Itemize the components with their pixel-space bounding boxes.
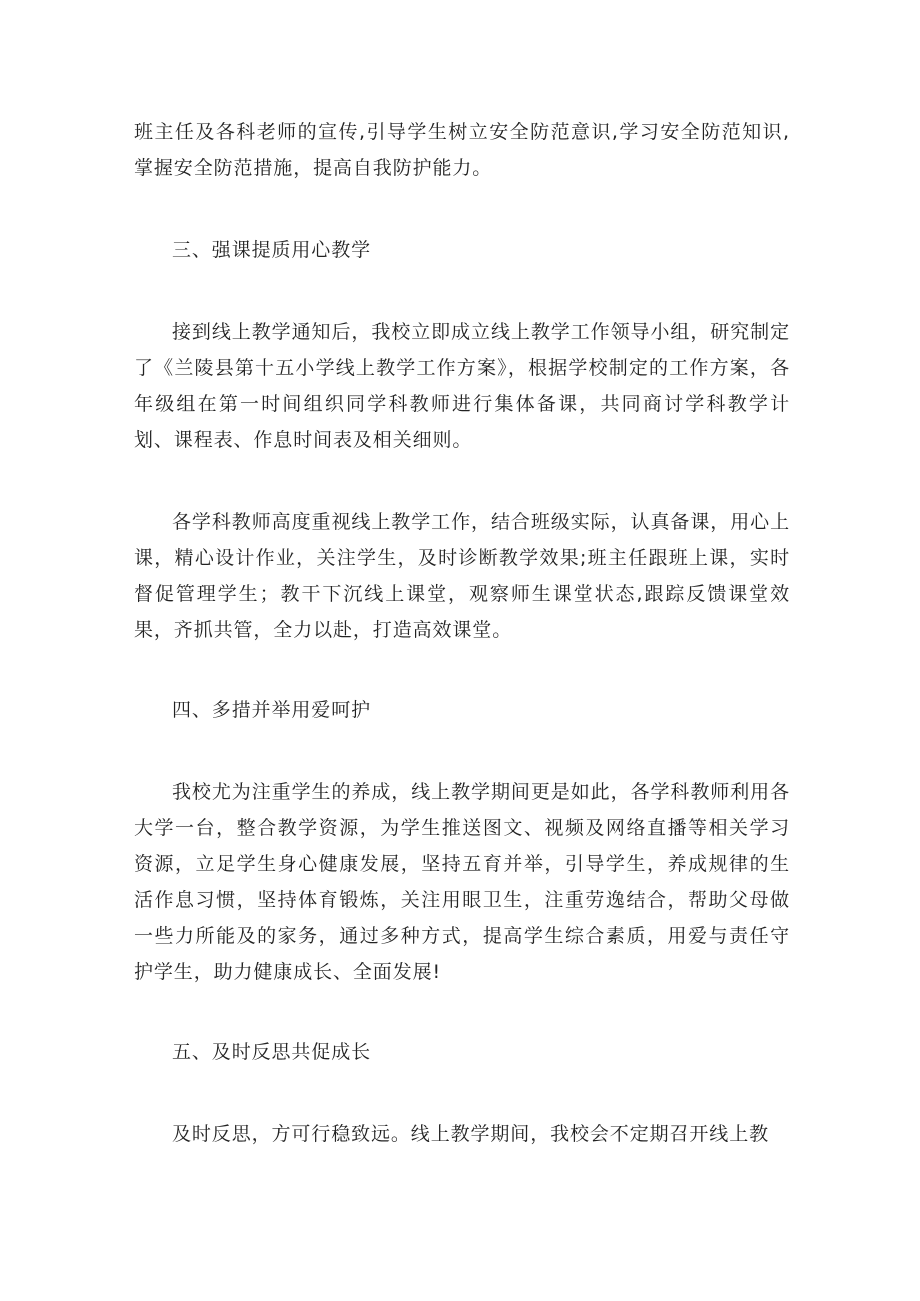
section-heading-3: 三、强课提质用心教学	[172, 239, 372, 261]
paragraph: 及时反思，方可行稳致远。线上教学期间，我校会不定期召开线上教	[172, 1123, 770, 1145]
section-heading-4: 四、多措并举用爱呵护	[172, 699, 372, 721]
section-heading-5: 五、及时反思共促成长	[172, 1041, 372, 1063]
document-body	[134, 114, 790, 1152]
paragraph: 各学科教师高度重视线上教学工作，结合班级实际，认真备课，用心上课，精心设计作业，关注学生，及时诊断教学效果;班主任跟班上课，实时督促管理学生；教干下沉线上课堂，观察师生课堂状态,跟踪反馈课堂效果，齐抓共管，全力以赴，打造高效课堂。	[134, 511, 790, 641]
paragraph: 接到线上教学通知后，我校立即成立线上教学工作领导小组，研究制定了《兰陵县第十五小学线上教学工作方案》，根据学校制定的工作方案，各年级组在第一时间组织同学科教师进行集体备课，共同商讨学科教学计划、课程表、作息时间表及相关细则。	[134, 321, 790, 451]
paragraph-continuation: 班主任及各科老师的宣传,引导学生树立安全防范意识,学习安全防范知识,掌握安全防范措施，提高自我防护能力。	[134, 121, 790, 179]
paragraph: 我校尤为注重学生的养成，线上教学期间更是如此，各学科教师利用各大学一台，整合教学资源，为学生推送图文、视频及网络直播等相关学习资源，立足学生身心健康发展，坚持五育并举，引导学生，养成规律的生活作息习惯，坚持体育锻炼，关注用眼卫生，注重劳逸结合，帮助父母做一些力所能及的家务，通过多种方式，提高学生综合素质，用爱与责任守护学生，助力健康成长、全面发展!	[134, 781, 790, 983]
